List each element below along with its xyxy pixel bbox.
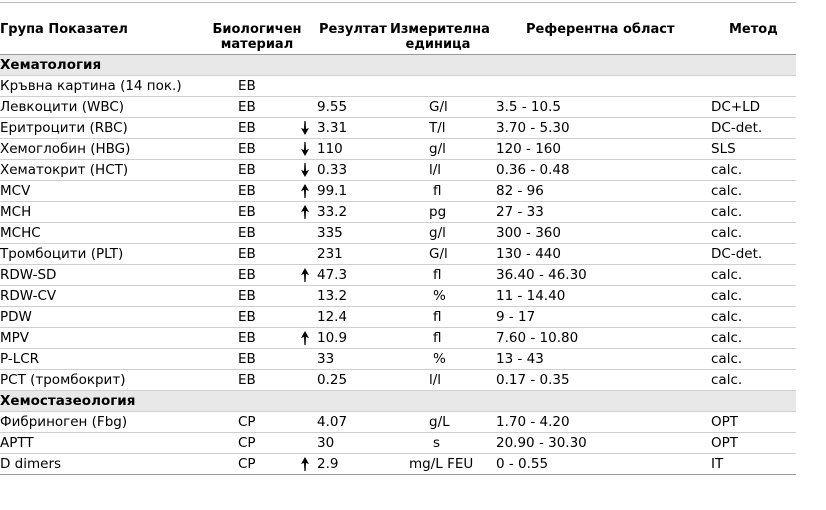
flag [293,370,317,391]
unit: fl [395,181,496,202]
test-name: Хематокрит (HCT) [0,160,238,181]
result-value: 3.31 [317,118,395,139]
result-value: 10.9 [317,328,395,349]
method: calc. [711,160,796,181]
result-value [317,76,395,97]
unit: pg [395,202,496,223]
unit: fl [395,307,496,328]
material: EB [238,97,293,118]
reference-range: 0.36 - 0.48 [496,160,711,181]
material: CP [238,433,293,454]
material: EB [238,349,293,370]
table-row [0,454,796,475]
result-value: 99.1 [317,181,395,202]
unit: G/l [395,244,496,265]
section-header [0,55,796,76]
method: calc. [711,181,796,202]
method: calc. [711,286,796,307]
method: calc. [711,349,796,370]
flag [293,265,317,286]
unit: % [395,349,496,370]
unit: g/l [395,223,496,244]
arrow-down-icon [300,141,310,157]
unit: g/L [395,412,496,433]
reference-range: 11 - 14.40 [496,286,711,307]
material: CP [238,412,293,433]
unit: s [395,433,496,454]
reference-range: 3.70 - 5.30 [496,118,711,139]
header-material-line2: материал [220,37,294,52]
test-name: Еритроцити (RBC) [0,118,238,139]
flag [293,244,317,265]
arrow-up-icon [300,330,310,346]
section-title: Хемостазеология [0,391,796,412]
table-row [0,139,796,160]
result-value: 9.55 [317,97,395,118]
reference-range: 36.40 - 46.30 [496,265,711,286]
unit: fl [395,265,496,286]
header-unit [390,22,490,52]
material: EB [238,223,293,244]
material: EB [238,265,293,286]
table-row [0,349,796,370]
test-name: D dimers [0,454,238,475]
unit: T/l [395,118,496,139]
reference-range: 130 - 440 [496,244,711,265]
header-unit-line1: Измерителна [390,22,490,37]
top-divider [0,2,796,3]
test-name: MPV [0,328,238,349]
result-value: 231 [317,244,395,265]
table-row [0,433,796,454]
reference-range: 13 - 43 [496,349,711,370]
method: DC-det. [711,118,796,139]
result-value: 4.07 [317,412,395,433]
flag [293,433,317,454]
method: calc. [711,223,796,244]
flag [293,286,317,307]
reference-range: 20.90 - 30.30 [496,433,711,454]
material: EB [238,160,293,181]
reference-range [496,76,711,97]
unit: mg/L FEU [395,454,496,475]
material: EB [238,328,293,349]
group-row [0,76,796,97]
table-row [0,160,796,181]
arrow-down-icon [300,120,310,136]
test-name: Тромбоцити (PLT) [0,244,238,265]
reference-range: 3.5 - 10.5 [496,97,711,118]
material: EB [238,286,293,307]
header-method: Метод [729,22,778,37]
result-value: 335 [317,223,395,244]
test-name: APTT [0,433,238,454]
method: calc. [711,307,796,328]
test-name: PCT (тромбокрит) [0,370,238,391]
result-value: 30 [317,433,395,454]
section-title: Хематология [0,55,796,76]
test-name: MCHC [0,223,238,244]
result-value: 0.33 [317,160,395,181]
test-name: RDW-CV [0,286,238,307]
reference-range: 0.17 - 0.35 [496,370,711,391]
flag [293,160,317,181]
result-value: 33 [317,349,395,370]
test-name: P-LCR [0,349,238,370]
test-name: MCH [0,202,238,223]
arrow-up-icon [300,456,310,472]
table-row [0,97,796,118]
method: DC+LD [711,97,796,118]
table-row [0,244,796,265]
header-material [210,22,304,52]
material: CP [238,454,293,475]
unit: g/l [395,139,496,160]
test-name: MCV [0,181,238,202]
results-table [0,54,796,475]
method: OPT [711,412,796,433]
result-value: 13.2 [317,286,395,307]
result-value: 33.2 [317,202,395,223]
test-name: Кръвна картина (14 пок.) [0,76,238,97]
material: EB [238,118,293,139]
result-value: 110 [317,139,395,160]
reference-range: 27 - 33 [496,202,711,223]
method: calc. [711,202,796,223]
test-name: Левкоцити (WBC) [0,97,238,118]
unit: fl [395,328,496,349]
header-result: Резултат [319,22,387,37]
material: EB [238,307,293,328]
arrow-up-icon [300,204,310,220]
table-row [0,370,796,391]
header-reference: Референтна област [526,22,675,37]
material: EB [238,370,293,391]
table-row [0,307,796,328]
table-row [0,181,796,202]
method: IT [711,454,796,475]
arrow-down-icon [300,162,310,178]
test-name: Фибриноген (Fbg) [0,412,238,433]
material: EB [238,76,293,97]
method: calc. [711,265,796,286]
material: EB [238,244,293,265]
header-group: Група Показател [0,22,128,37]
test-name: RDW-SD [0,265,238,286]
table-row [0,328,796,349]
header-material-line1: Биологичен [212,22,302,37]
table-row [0,118,796,139]
flag [293,454,317,475]
table-row [0,412,796,433]
material: EB [238,181,293,202]
unit: % [395,286,496,307]
flag [293,307,317,328]
flag [293,139,317,160]
reference-range: 120 - 160 [496,139,711,160]
result-value: 2.9 [317,454,395,475]
table-row [0,223,796,244]
reference-range: 7.60 - 10.80 [496,328,711,349]
flag [293,76,317,97]
arrow-up-icon [300,183,310,199]
method: OPT [711,433,796,454]
unit: G/l [395,97,496,118]
reference-range: 300 - 360 [496,223,711,244]
test-name: PDW [0,307,238,328]
flag [293,349,317,370]
arrow-up-icon [300,267,310,283]
flag [293,223,317,244]
method: calc. [711,370,796,391]
material: EB [238,202,293,223]
flag [293,328,317,349]
result-value: 12.4 [317,307,395,328]
test-name: Хемоглобин (HBG) [0,139,238,160]
table-row [0,286,796,307]
flag [293,202,317,223]
result-value: 0.25 [317,370,395,391]
result-value: 47.3 [317,265,395,286]
header-unit-line2: единица [405,37,471,52]
unit [395,76,496,97]
unit: l/l [395,370,496,391]
method: calc. [711,328,796,349]
material: EB [238,139,293,160]
method: SLS [711,139,796,160]
unit: l/l [395,160,496,181]
reference-range: 82 - 96 [496,181,711,202]
table-row [0,202,796,223]
section-header [0,391,796,412]
flag [293,97,317,118]
flag [293,412,317,433]
method [711,76,796,97]
method: DC-det. [711,244,796,265]
flag [293,181,317,202]
table-row [0,265,796,286]
reference-range: 1.70 - 4.20 [496,412,711,433]
reference-range: 0 - 0.55 [496,454,711,475]
flag [293,118,317,139]
reference-range: 9 - 17 [496,307,711,328]
